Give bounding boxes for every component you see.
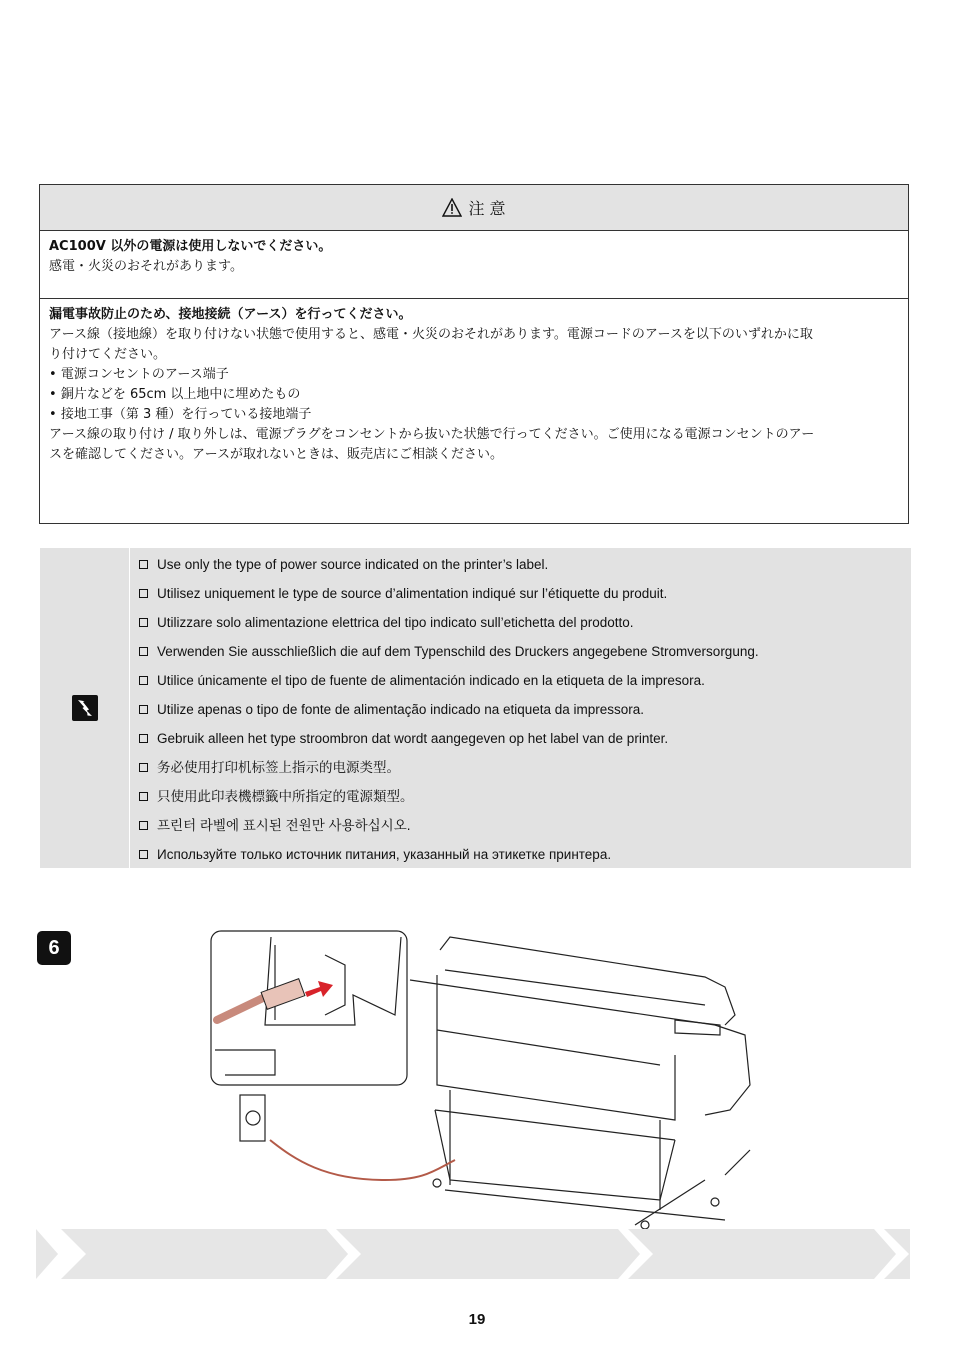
caution-voltage-title: AC100V 以外の電源は使用しないでください。	[49, 239, 332, 254]
warning-item-es: Utilice únicamente el tipo de fuente de alimentación indicado en la etiqueta de la impresora.	[139, 671, 911, 700]
warning-item-de: Verwenden Sie ausschließlich die auf dem Typenschild des Druckers angegebene Stromversorgung.	[139, 642, 911, 671]
checkbox-square-icon	[139, 734, 148, 743]
warning-item-zh-cn: 务必使用打印机标签上指示的电源类型。	[139, 758, 911, 787]
warning-item-ru: Используйте только источник питания, указанный на этикетке принтера.	[139, 845, 911, 874]
warning-list	[130, 548, 911, 868]
warning-item-en: Use only the type of power source indicated on the printer’s label.	[139, 555, 911, 584]
checkbox-square-icon	[139, 705, 148, 714]
warning-item-ko: 프린터 라벨에 표시된 전원만 사용하십시오.	[139, 816, 911, 845]
warning-box	[40, 548, 911, 868]
caution-grounding-title: 漏電事故防止のため、接地接続（アース）を行ってください。	[49, 307, 412, 322]
caution-voltage-text: 感電・火災のおそれがあります。	[49, 259, 243, 274]
caution-closing-text-2: スを確認してください。アースが取れないときは、販売店にご相談ください。	[49, 447, 503, 462]
caution-bullet: • 電源コンセントのアース端子	[49, 365, 899, 385]
checkbox-square-icon	[139, 792, 148, 801]
caution-grounding-text-1: アース線（接地線）を取り付けない状態で使用すると、感電・火災のおそれがあります。電源コードのアースを以下のいずれかに取	[49, 327, 813, 342]
caution-closing-text-1: アース線の取り付け / 取り外しは、電源プラグをコンセントから抜いた状態で行ってください。ご使用になる電源コンセントのアー	[49, 427, 815, 442]
warning-item-nl: Gebruik alleen het type stroombron dat wordt aangegeven op het label van de printer.	[139, 729, 911, 758]
warning-triangle-icon	[442, 198, 462, 217]
chevron-right-icon	[618, 1229, 653, 1279]
step-number-badge: 6	[37, 931, 71, 965]
checkbox-square-icon	[139, 676, 148, 685]
warning-item-it: Utilizzare solo alimentazione elettrica del tipo indicato sull’etichetta del prodotto.	[139, 613, 911, 642]
electric-shock-icon	[72, 695, 98, 721]
caution-header	[40, 185, 908, 231]
warning-item-fr: Utilisez uniquement le type de source d’alimentation indiqué sur l’étiquette du produit.	[139, 584, 911, 613]
chevron-right-icon	[326, 1229, 361, 1279]
warning-item-zh-tw: 只使用此印表機標籤中所指定的電源類型。	[139, 787, 911, 816]
caution-bullet: • 接地工事（第 3 種）を行っている接地端子	[49, 405, 899, 425]
chevron-right-icon	[874, 1229, 909, 1279]
chevron-right-icon	[36, 1229, 86, 1279]
checkbox-square-icon	[139, 763, 148, 772]
checkbox-square-icon	[139, 618, 148, 627]
checkbox-square-icon	[139, 647, 148, 656]
page-number: 19	[468, 1311, 486, 1328]
caution-grounding-text-2: り付けてください。	[49, 347, 167, 362]
checkbox-square-icon	[139, 560, 148, 569]
caution-section-voltage	[40, 231, 908, 299]
navigation-chevron-band	[36, 1229, 910, 1279]
checkbox-square-icon	[139, 821, 148, 830]
caution-header-label: 注 意	[468, 199, 506, 218]
checkbox-square-icon	[139, 850, 148, 859]
checkbox-square-icon	[139, 589, 148, 598]
caution-section-grounding	[40, 299, 908, 465]
warning-icon-cell	[40, 548, 130, 868]
caution-bullet: • 銅片などを 65cm 以上地中に埋めたもの	[49, 385, 899, 405]
printer-power-cord-illustration	[205, 925, 765, 1235]
caution-box	[39, 184, 909, 524]
warning-item-pt: Utilize apenas o tipo de fonte de alimentação indicado na etiqueta da impressora.	[139, 700, 911, 729]
